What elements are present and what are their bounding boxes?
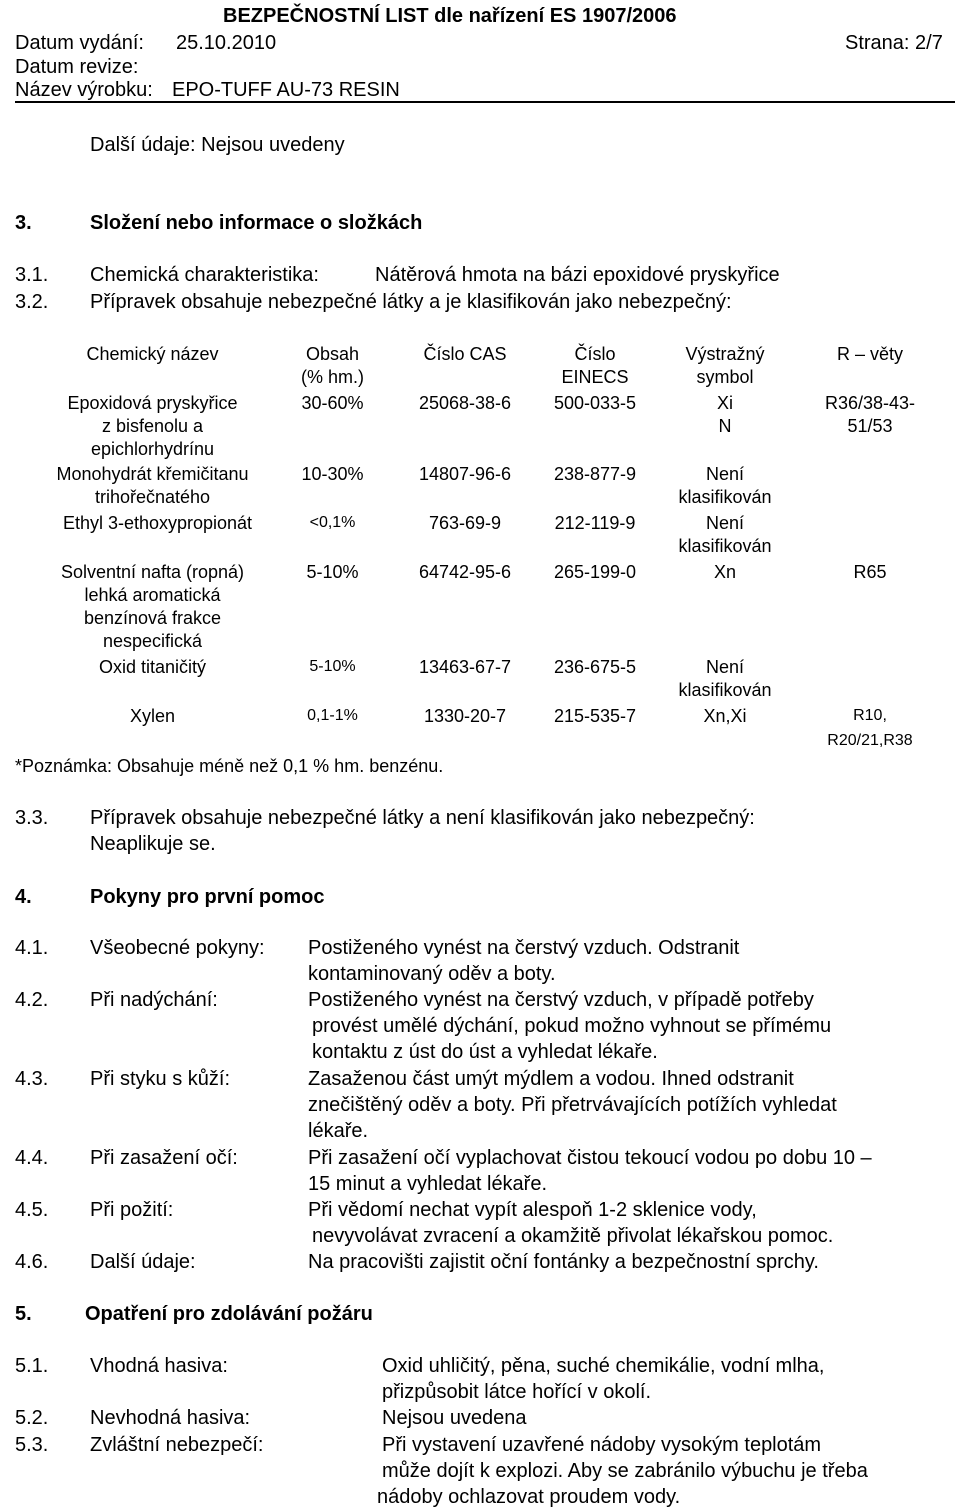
cell-symbol: N [718,416,732,436]
cell-cas: 14807-96-6 [418,464,512,484]
item-text: znečištěný oděv a boty. Při přetrvávajících potížích vyhledat [308,1094,837,1116]
section5-title: Opatření pro zdolávání požáru [85,1303,373,1325]
cell-cas: 13463-67-7 [418,657,512,677]
item-number: 5.2. [15,1407,49,1429]
item-text: kontaktu z úst do úst a vyhledat lékaře. [312,1041,658,1063]
section4-number: 4. [15,886,32,908]
item-text: přizpůsobit látce hořící v okolí. [382,1381,652,1403]
item-number: 4.5. [15,1199,49,1221]
item-text: Postiženého vynést na čerstvý vzduch. Odstranit [308,937,740,959]
item-text: nevyvolávat zvracení a okamžitě přivolat lékařskou pomoc. [312,1225,834,1247]
cell-symbol: Xn,Xi [703,706,747,726]
col-header-content-unit: (% hm.) [301,367,364,387]
section3-title: Složení nebo informace o složkách [90,212,423,234]
cell-einecs: 500-033-5 [553,393,637,413]
s31-value: Nátěrová hmota na bázi epoxidové pryskyřice [375,264,780,286]
cell-symbol: Není [705,464,745,484]
cell-r-phrases: 51/53 [847,416,893,436]
s31-label: Chemická charakteristika: [90,264,319,286]
cell-cas: 64742-95-6 [418,562,512,582]
document-title: BEZPEČNOSTNÍ LIST dle nařízení ES 1907/2006 [223,5,677,27]
col-header-content: Obsah [305,344,360,364]
s33-number: 3.3. [15,807,49,829]
col-header-symbol: Výstražný [685,344,765,364]
cell-einecs: 212-119-9 [554,513,636,533]
cell-symbol: klasifikován [678,680,772,700]
cell-content: 10-30% [301,464,364,484]
cell-name: Epoxidová pryskyřice [67,393,238,413]
header-divider [15,101,955,103]
item-label: Vhodná hasiva: [90,1355,228,1377]
col-header-symbol-2: symbol [696,367,754,387]
item-number: 4.6. [15,1251,49,1273]
col-header-r-phrases: R – věty [836,344,904,364]
item-label: Při styku s kůží: [90,1068,231,1090]
cell-cas: 25068-38-6 [418,393,512,413]
item-text: Při zasažení očí vyplachovat čistou tekoucí vodou po dobu 10 – [308,1147,872,1169]
cell-name: Ethyl 3-ethoxypropionát [62,513,253,533]
cell-content: 5-10% [306,562,359,582]
col-header-einecs: Číslo [574,344,616,364]
s32-number: 3.2. [15,291,49,313]
section5-number: 5. [15,1303,32,1325]
item-text: Zasaženou část umýt mýdlem a vodou. Ihned odstranit [308,1068,794,1090]
cell-einecs: 215-535-7 [553,706,637,726]
item-text: může dojít k explozi. Aby se zabránilo výbuchu je třeba [382,1460,868,1482]
item-label: Další údaje: [90,1251,196,1273]
cell-symbol: Není [705,657,745,677]
product-name-label: Název výrobku: [15,79,153,101]
item-number: 4.3. [15,1068,49,1090]
item-label: Při nadýchání: [90,989,218,1011]
cell-name: lehká aromatická [84,585,221,605]
cell-content: 0,1-1% [307,707,358,724]
cell-cas: 763-69-9 [428,513,502,533]
item-number: 5.3. [15,1434,49,1456]
item-number: 4.2. [15,989,49,1011]
cell-symbol: klasifikován [678,536,772,556]
section4-title: Pokyny pro první pomoc [90,886,325,908]
cell-symbol: klasifikován [678,487,772,507]
cell-name: Monohydrát křemičitanu [56,464,249,484]
item-number: 4.4. [15,1147,49,1169]
cell-r-phrases: R36/38-43- [824,393,916,413]
cell-einecs: 265-199-0 [553,562,637,582]
page-number: Strana: 2/7 [845,32,943,54]
item-label: Zvláštní nebezpečí: [90,1434,264,1456]
other-data-text: Další údaje: Nejsou uvedeny [90,134,345,156]
item-number: 5.1. [15,1355,49,1377]
item-text: Na pracovišti zajistit oční fontánky a bezpečnostní sprchy. [308,1251,819,1273]
item-label: Při požití: [90,1199,174,1221]
item-label: Všeobecné pokyny: [90,937,265,959]
cell-einecs: 236-675-5 [553,657,637,677]
cell-name: nespecifická [102,631,203,651]
cell-content: 30-60% [301,393,364,413]
s31-number: 3.1. [15,264,49,286]
item-text: lékaře. [308,1120,369,1142]
cell-symbol: Není [705,513,745,533]
col-header-name: Chemický název [86,344,219,364]
cell-r-phrases: R20/21,R38 [827,732,913,749]
s33-value: Neaplikuje se. [90,833,216,855]
revision-date-label: Datum revize: [15,56,139,78]
table-note: *Poznámka: Obsahuje méně než 0,1 % hm. benzénu. [15,756,444,776]
item-text: nádoby ochlazovat proudem vody. [377,1486,681,1508]
item-text: provést umělé dýchání, pokud možno vyhnout se přímému [312,1015,832,1037]
cell-symbol: Xn [713,562,737,582]
cell-einecs: 238-877-9 [553,464,637,484]
cell-symbol: Xi [716,393,733,413]
item-text: Nejsou uvedena [382,1407,527,1429]
item-number: 4.1. [15,937,49,959]
cell-name: Solventní nafta (ropná) [60,562,245,582]
product-name: EPO-TUFF AU-73 RESIN [172,79,400,101]
item-text: 15 minut a vyhledat lékaře. [308,1173,548,1195]
cell-name: epichlorhydrínu [90,439,215,459]
issue-date: 25.10.2010 [176,32,277,54]
issue-date-label: Datum vydání: [15,32,144,54]
s32-text: Přípravek obsahuje nebezpečné látky a je klasifikován jako nebezpečný: [90,291,732,313]
item-label: Nevhodná hasiva: [90,1407,251,1429]
cell-content: 5-10% [309,658,356,675]
cell-r-phrases: R65 [853,562,887,582]
item-text: Při vědomí nechat vypít alespoň 1-2 sklenice vody, [308,1199,757,1221]
cell-r-phrases: R10, [853,707,887,724]
cell-cas: 1330-20-7 [423,706,507,726]
cell-name: trihořečnatého [94,487,211,507]
item-text: kontaminovaný oděv a boty. [308,963,556,985]
cell-content: <0,1% [309,514,356,531]
cell-name: benzínová frakce [83,608,222,628]
item-text: Oxid uhličitý, pěna, suché chemikálie, vodní mlha, [382,1355,825,1377]
item-text: Při vystavení uzavřené nádoby vysokým teplotám [382,1434,822,1456]
item-label: Při zasažení očí: [90,1147,238,1169]
s33-text: Přípravek obsahuje nebezpečné látky a není klasifikován jako nebezpečný: [90,807,755,829]
cell-name: Oxid titaničitý [98,657,207,677]
cell-name: Xylen [129,706,176,726]
col-header-cas: Číslo CAS [423,344,507,364]
cell-name: z bisfenolu a [101,416,204,436]
section3-number: 3. [15,212,32,234]
col-header-einecs-2: EINECS [561,367,629,387]
item-text: Postiženého vynést na čerstvý vzduch, v případě potřeby [308,989,814,1011]
